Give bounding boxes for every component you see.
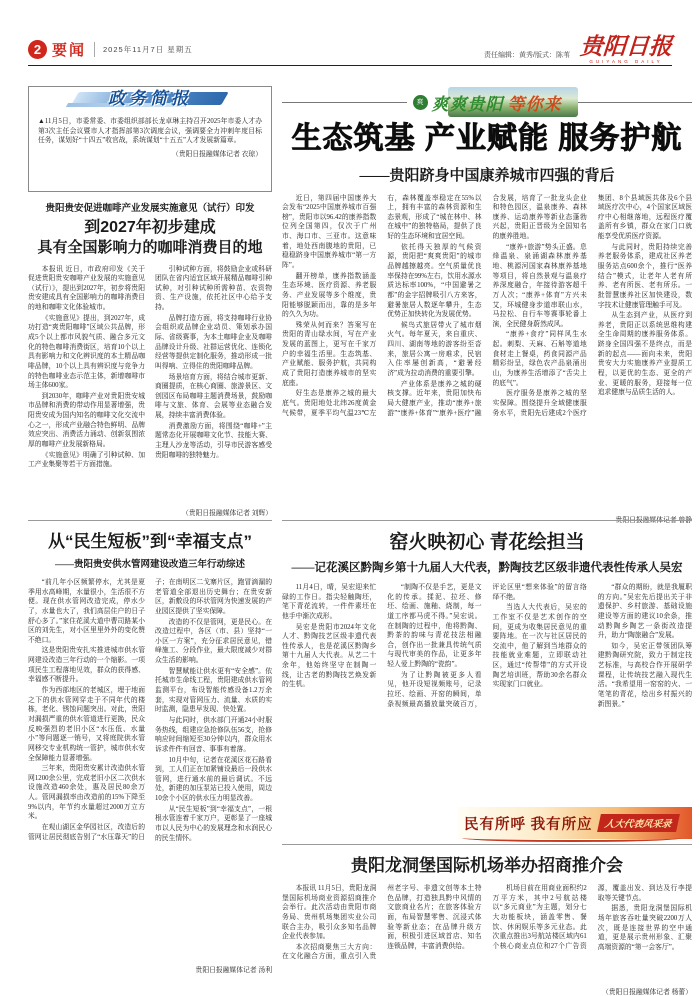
banner-text-green: 爽爽贵阳 bbox=[431, 94, 504, 115]
masthead bbox=[579, 32, 673, 64]
banner-rule-right bbox=[568, 102, 693, 103]
coffee-title-line1: 到2027年初步建成 bbox=[84, 219, 216, 236]
coffee-kicker: 贵阳贵安促进咖啡产业发展实施意见（试行）印发 bbox=[45, 203, 255, 214]
page-header bbox=[28, 32, 673, 64]
airport-body: 本报讯 11月5日，贵阳龙洞堡国际机场商业资源招商推介会举行。此次活动由贵阳市商务局、贵州机场集团实业公司联合主办，吸引众多知名品牌企业代表参加。 本次招商聚焦三大方向：在文化融合方面，重点引入贵州老字号、非遗文创等本土特色品牌，打造独具黔中风情的文旅商业名片；在旅客体验方面，布局智慧零售、沉浸式体验等新业态；在品牌升级方面，积极引进区域首店、知名连锁品牌，丰富消费供给。 机场目前在用商业面积约2万平方米，其中2号航站楼以“多元商业”为主题，划分七大功能板块，涵盖零售、餐饮、休闲娱乐等多元业态。此次重点推出3号航站楼区域内61个核心商业点位和27个广告资源，覆盖出发、到达及行李提取等关键节点。 据悉，贵阳龙洞堡国际机场年旅客吞吐量突破2200万人次，既是连接世界的空中通道，更是展示贵州形象、汇聚高端资源的“第一会客厅”。 bbox=[282, 885, 692, 961]
briefing-header bbox=[75, 84, 225, 110]
deputy-banner-badge: 人大代表风采录 bbox=[597, 814, 679, 832]
article-water bbox=[28, 527, 272, 974]
header-rule bbox=[28, 65, 672, 66]
header-right bbox=[484, 32, 673, 64]
masthead-subtext: GUIYANG DAILY bbox=[589, 58, 663, 64]
ceramics-body: 11月4日，晴，吴宏迎来忙碌的工作日。指尖轻触陶坯，笔下青花流转，一件件素坯在他手中渐次成形。 吴宏是贵阳市2024年文化人才、黔陶技艺区级非遗代表性传承人，也是花溪区黔陶乡第十九届人大代表。从艺二十余年，他始终坚守在制陶一线，让古老的黔陶技艺焕发新的生机。 “制陶不仅是手艺，更是文化的传承。揉泥、拉坯、修坯、绘画、施釉、烧制，每一道工序都马虎不得。”吴宏说。在制陶的过程中，他将黔陶、黔茶的韵味与青花技法相融合，创作出一批兼具传统气质与现代审美的作品，让更多年轻人爱上黔陶的“瓷韵”。 为了让黔陶被更多人看见，他开设短视频账号，记录拉坯、绘画、开窑的瞬间，单条视频最高播放量突破百万，评论区里“想来体验”的留言络绎不绝。 当选人大代表后，吴宏的工作室不仅是艺术创作的空间，更成为收集居民意见的重要阵地。在一次与社区居民的交流中，他了解到当地群众的技能就业难题，立即联动社区，通过“传帮带”的方式开设陶艺培训班，帮助30余名群众实现家门口就业。 “群众的期盼，就是我履职的方向。”吴宏先后提出关于非遗保护、乡村旅游、基础设施建设等方面的建议10余条，推动黔陶乡陶艺一条街改造提升，助力“陶旅融合”发展。 如今，吴宏正带领团队筹建黔陶研究院，致力于制定技艺标准，与高校合作开展研学课程，让传统技艺融入现代生活。“我希望用一窑窑的火、一笔笔的青花，绘出乡村振兴的新图景。” bbox=[282, 584, 692, 708]
coffee-title-line2: 具有全国影响力的咖啡消费目的地 bbox=[37, 239, 263, 256]
banner-text-red: 等你来 bbox=[507, 94, 562, 115]
deputy-column-banner bbox=[458, 807, 692, 839]
editor-line: 责任编辑：黄秀/版式：陈苇 bbox=[484, 51, 570, 59]
main-headline: 生态筑基 产业赋能 服务护航 bbox=[291, 122, 683, 155]
banner-rule-left bbox=[282, 102, 407, 103]
main-subtitle: ——贵阳跻身中国康养城市四强的背后 bbox=[359, 167, 615, 184]
airport-title: 贵阳龙洞堡国际机场举办招商推介会 bbox=[351, 856, 623, 875]
water-body: “前几年小区频繁停水，尤其是夏季用水高峰期，水量很小，生活很不方便。现在供水管网改造完成，停水少了，水量也大了，我们高层住户的日子舒心多了。”家住花溪大道中曹司路某小区的刘先生，对小区里里外外的变化赞不绝口。 这是贵阳贵安扎实推进城市供水管网建设改造三年行动的一个缩影。一项项民生工程落地见效，群众的获得感、幸福感不断提升。 作为西部地区的老城区，埋于地面之下的供水管网穿走于不同年代的楼栋，老化、锈蚀问题突出。对此，贵阳对漏损严重的供水管道进行更换，民众反映强烈的老旧小区“水压低、水量小”等问题逐一销号，又将庭院供水管网移交专业机构统一管护，城市供水安全保障能力显著增强。 三年来，贵阳贵安累计改造供水管网1200余公里，完成老旧小区二次供水设施改造460余处，惠及居民80余万人。管网漏损率由改造前的15%下降至9%以内，年节约水量超过2000万立方米。 在观山湖区金华园社区，改造后的管网让居民彻底告别了“水压靠天”的日子；在南明区二戈寨片区，跑冒滴漏的老管道全部退出历史舞台；在贵安新区，新敷设的环状管网为快速发展的产业园区提供了坚实保障。 改造的不仅是管网，更是民心。在改造过程中，各区（市、县）坚持“一小区一方案”，充分征求居民意见，错峰施工、分段作业，最大限度减少对群众生活的影响。 智慧赋能让供水更有“安全感”。依托城市生命线工程，贵阳建成供水管网监测平台，布设智能传感设备1.2万余套，实现对管网压力、流量、水质的实时监测，隐患早发现、快处置。 与此同时，供水部门开通24小时服务热线，组建应急抢修队伍56支，抢修响应时间缩短至30分钟以内，群众用水诉求件件有回音、事事有着落。 10月中旬，记者在花溪区花石路看到，工人们正在加紧铺设最后一段供水管网，进行通水前的最后调试。不远处，新建的加压泵站已投入使用，周边10余个小区的供水压力明显改善。 从“民生短板”到“幸福支点”，一根根水管连着千家万户，更彰显了一座城市以人民为中心的发展理念和水润民心的民生情怀。 bbox=[28, 579, 272, 842]
airport-byline: （贵阳日报融媒体记者 杨蕾） bbox=[601, 989, 692, 996]
briefing-title: 政务简报 bbox=[108, 89, 192, 108]
left-section-rule bbox=[28, 520, 272, 521]
coffee-byline: （贵阳日报融媒体记者 刘辉） bbox=[181, 509, 272, 517]
article-main-wellness bbox=[282, 122, 692, 524]
deputy-banner-swoosh bbox=[462, 834, 682, 842]
briefing-box bbox=[28, 86, 272, 192]
header-divider bbox=[94, 42, 95, 57]
coffee-body: 本报讯 近日，市政府印发《关于促进贵阳贵安咖啡产业发展的实施意见（试行）》，提出到2027年，初步将贵阳贵安建成具有全国影响力的咖啡消费目的地和咖啡文化体验城市。 《实施意见》提出，到2027年，成功打造“爽贵阳咖啡”区域公共品牌，形成5个以上都市风貌气质、融合多元文化的特色咖啡消费街区，培育10个以上具有影响力和文化辨识度的本土精品咖啡品牌，10个以上具有辨识度与竞争力的特色咖啡业态示范主体，新增咖啡市场主体600家。 到2030年，咖啡产业对贵阳贵安城市品牌和消费的带动作用显著增强，贵阳贵安成为国内知名的咖啡文化交流中心之一，形成产业融合特色鲜明、品牌效应突出、消费活力涌动、创新氛围浓厚的咖啡产业发展新格局。 《实施意见》明确了引种试种、加工产业集聚等若干方面措施。 引种试种方面，将鼓励企业或科研团队在省内适宜区域开展精品咖啡引种试种，对引种试种所需种苗、农资物资、生产设施，依托社区中心给予支持。 品牌打造方面，将支持咖啡行业协会组织或品牌企业动员、策划承办国际、省级赛事，为本土咖啡企业及咖啡品牌设计升级、社群运营优化、连锁化经营等提供定制化服务，推动形成一批叫得响、立得住的贵阳咖啡品牌。 场景培育方面，将结合城市更新、商圈提质，在核心商圈、旅游景区、文创园区布局咖啡主题消费场景，鼓励咖啡与文旅、体育、会展等业态融合发展，持续丰富消费体验。 消费激励方面，将围绕“咖啡+”主题常态化开展咖啡文化节、技能大赛、主理人沙龙等活动，引导市民游客感受贵阳咖啡的独特魅力。 bbox=[28, 265, 272, 469]
briefing-body: ▲11月5日，市委常委、市委组织部部长龙卓琳主持召开2025年市委人才办第3次主任会议暨市人才指挥部第3次调度会议，强调要全力冲刺年度目标任务，谋划好“十四五”收官战，系统谋划“十五五”人才发展新篇章。 bbox=[38, 118, 262, 145]
masthead-logo: 贵阳日报 bbox=[579, 32, 673, 60]
ceramics-subtitle: ——记花溪区黔陶乡第十九届人大代表，黔陶技艺区级非遗代表性传承人吴宏 bbox=[291, 562, 683, 574]
water-title: 从“民生短板”到“幸福支点” bbox=[48, 532, 252, 551]
section-name: 要闻 bbox=[52, 41, 87, 59]
center-section-rule-1 bbox=[282, 520, 692, 521]
center-section-rule-2 bbox=[282, 844, 692, 845]
ceramics-title: 窑火映初心 青花绘担当 bbox=[389, 532, 585, 553]
water-subtitle: ——贵阳贵安供水管网建设改造三年行动综述 bbox=[54, 560, 245, 570]
main-body: 近日，第四届中国康养大会发布“2025中国康养城市百强榜”，贵阳市以96.42的康养指数位列全国第四，仅次于广州市、海口市、三亚市。这意味着，地处西南腹地的贵阳，已稳稳跻身中国康养城市“第一方阵”。 翻开榜单，康养指数涵盖生态环境、医疗资源、养老服务、产业发展等多个维度，贵阳能够脱颖而出，靠的是多年的久久为功。 殊荣从何而来？答案写在贵阳的青山绿水间，写在产业发展的蓝图上，更写在千家万户的幸福生活里。生态筑基、产业赋能、服务护航，共同构成了贵阳打造康养城市的坚实底座。 好生态是康养之城的最大底气。贵阳地处北纬26度黄金气候带，夏季平均气温23℃左右，森林覆盖率稳定在55%以上，拥有丰富的森林资源和生态景观，形成了“城在林中、林在城中”的独特格局，提供了良好的生态环境和宜居空间。 依托得天独厚的气候资源，贵阳把“爽爽贵阳”的城市品牌越擦越亮。空气质量优良率保持在99%左右，饮用水源水质达标率100%，“中国避暑之都”的金字招牌吸引八方来客，避暑旅居人数逐年攀升，生态优势正加快转化为发展优势。 候鸟式旅居带火了城市烟火气。每年夏天，来自重庆、四川、湖南等地的游客纷至沓来，旅居公寓一房难求，民宿入住率屡创新高，“避暑经济”成为拉动消费的重要引擎。 产业体系是康养之城的硬核支撑。近年来，贵阳加快布局大健康产业，推动“康养+旅游”“康养+体育”“康养+医疗”融合发展，培育了一批龙头企业和特色园区，温泉康养、森林康养、运动康养等新业态蓬勃兴起，贵阳正晋级为全国知名的康养胜地。 “康养+旅游”势头正盛。息烽温泉、泉涌湖森林康养基地、桃源河国家森林康养基地等项目，将自然景观与温泉疗养深度融合，年接待游客超千万人次；“康养+体育”方兴未艾，环城健身步道串联山水，马拉松、自行车等赛事轮番上演，全民健身蔚然成风。 “康养+食疗”同样风生水起。刺梨、天麻、石斛等道地食材走上餐桌，药食同源产品精彩纷呈，绿色农产品泉涌出山，为康养生活增添了“舌尖上的底气”。 医疗服务是康养之城的坚实保障。围绕提升全域健康服务水平，贵阳先后建成2个医疗集团、8个县域医共体及6个县域医疗次中心，4个国家区域医疗中心相继落地，远程医疗覆盖所有乡镇，群众在家门口就能享受优质医疗资源。 与此同时，贵阳持续完善养老服务体系，建成社区养老服务站点600余个，推行“医养结合”模式，让老年人老有所养、老有所医、老有所乐。一批智慧康养社区加快建设，数字技术让健康管理触手可及。 从生态到产业，从医疗到养老，贵阳正以系统思维构建全生命周期的康养服务体系。跻身全国四强不是终点，而是新的起点——面向未来，贵阳贵安大力实施康养产业提质工程，以更优的生态、更全的产业、更暖的服务，迎接每一位追求健康与品质生活的人。 bbox=[282, 194, 692, 417]
main-byline: 贵阳日报融媒体记者 曾静 bbox=[615, 516, 692, 524]
deputy-banner-slogan: 民有所呼 我有所应 bbox=[464, 816, 593, 833]
article-ceramics bbox=[282, 527, 692, 841]
article-coffee bbox=[28, 200, 272, 517]
banner-logo-icon: 爽 bbox=[413, 95, 428, 110]
banner-center bbox=[407, 85, 568, 119]
briefing-byline: （贵阳日报融媒体记者 衣琼） bbox=[171, 150, 262, 158]
promo-banner bbox=[282, 85, 692, 119]
issue-date: 2025年11月7日 星期五 bbox=[103, 44, 193, 54]
page-number-badge: 2 bbox=[28, 40, 47, 59]
water-byline: 贵阳日报融媒体记者 汤利 bbox=[195, 967, 272, 974]
article-airport bbox=[282, 851, 692, 996]
